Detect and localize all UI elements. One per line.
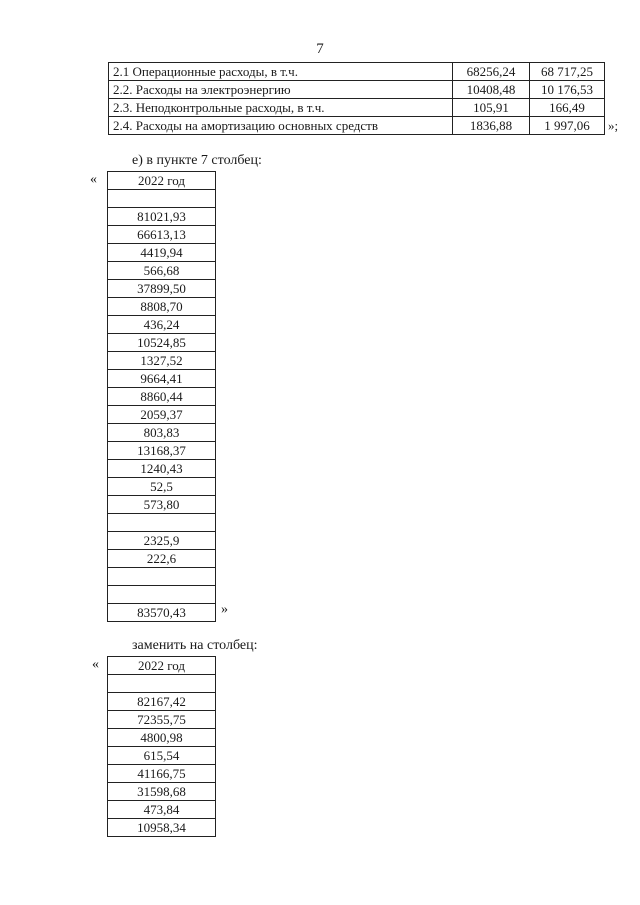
row-label: 2.2. Расходы на электроэнергию xyxy=(109,81,453,99)
original-cell xyxy=(108,586,216,604)
original-cell: 2059,37 xyxy=(108,406,216,424)
row-label: 2.1 Операционные расходы, в т.ч. xyxy=(109,63,453,81)
open-quote-mark: « xyxy=(90,172,97,187)
closing-quote-mark: »; xyxy=(608,118,619,133)
original-cell: 13168,37 xyxy=(108,442,216,460)
replacement-cell xyxy=(108,675,216,693)
row-value-1: 1836,88 xyxy=(453,117,530,135)
original-cell: 9664,41 xyxy=(108,370,216,388)
table-row xyxy=(109,81,605,99)
replacement-cell: 72355,75 xyxy=(108,711,216,729)
column-2022-original xyxy=(107,171,216,622)
section-e-caption: е) в пункте 7 столбец: xyxy=(132,153,262,168)
replacement-cell: 4800,98 xyxy=(108,729,216,747)
original-cell: 436,24 xyxy=(108,316,216,334)
replacement-cell: 82167,42 xyxy=(108,693,216,711)
original-cell: 83570,43 xyxy=(108,604,216,622)
replacement-cell: 41166,75 xyxy=(108,765,216,783)
column-header: 2022 год xyxy=(108,657,216,675)
column-header: 2022 год xyxy=(108,172,216,190)
row-value-2: 166,49 xyxy=(530,99,605,117)
original-cell: 222,6 xyxy=(108,550,216,568)
table-row xyxy=(109,117,605,135)
original-cell: 4419,94 xyxy=(108,244,216,262)
row-value-2: 68 717,25 xyxy=(530,63,605,81)
row-value-1: 68256,24 xyxy=(453,63,530,81)
open-quote-mark-2: « xyxy=(92,657,99,672)
row-value-2: 1 997,06 xyxy=(530,117,605,135)
replacement-cell: 10958,34 xyxy=(108,819,216,837)
original-cell: 37899,50 xyxy=(108,280,216,298)
original-cell: 573,80 xyxy=(108,496,216,514)
replacement-cell: 615,54 xyxy=(108,747,216,765)
row-value-2: 10 176,53 xyxy=(530,81,605,99)
original-cell xyxy=(108,190,216,208)
row-label: 2.4. Расходы на амортизацию основных средств xyxy=(109,117,453,135)
replace-caption: заменить на столбец: xyxy=(132,638,258,653)
table-row xyxy=(109,99,605,117)
replacement-cell: 31598,68 xyxy=(108,783,216,801)
row-value-1: 10408,48 xyxy=(453,81,530,99)
original-cell: 8808,70 xyxy=(108,298,216,316)
page-number: 7 xyxy=(316,41,324,57)
row-value-1: 105,91 xyxy=(453,99,530,117)
original-cell: 52,5 xyxy=(108,478,216,496)
original-cell: 8860,44 xyxy=(108,388,216,406)
original-cell xyxy=(108,514,216,532)
original-cell: 803,83 xyxy=(108,424,216,442)
table-row xyxy=(109,63,605,81)
original-cell: 2325,9 xyxy=(108,532,216,550)
original-cell: 66613,13 xyxy=(108,226,216,244)
expenses-table xyxy=(108,62,605,135)
row-label: 2.3. Неподконтрольные расходы, в т.ч. xyxy=(109,99,453,117)
close-quote-mark: » xyxy=(221,602,228,617)
original-cell: 1240,43 xyxy=(108,460,216,478)
original-cell: 566,68 xyxy=(108,262,216,280)
replacement-cell: 473,84 xyxy=(108,801,216,819)
original-cell: 81021,93 xyxy=(108,208,216,226)
original-cell: 1327,52 xyxy=(108,352,216,370)
original-cell: 10524,85 xyxy=(108,334,216,352)
column-2022-replacement xyxy=(107,656,216,837)
original-cell xyxy=(108,568,216,586)
